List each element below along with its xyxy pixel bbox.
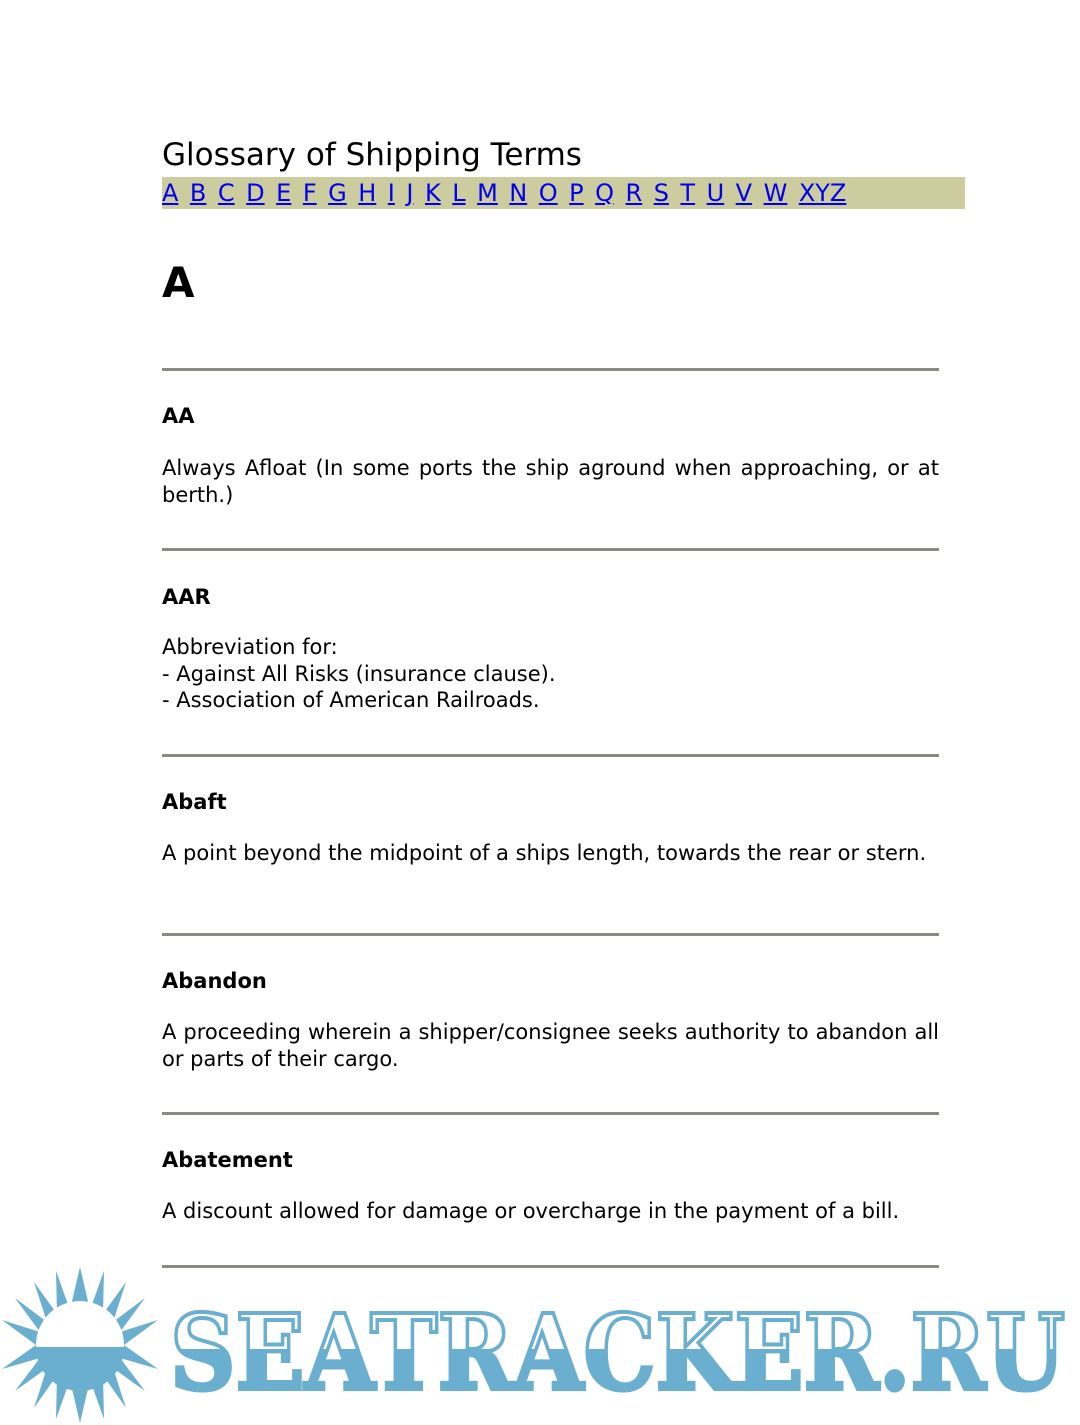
alpha-link-c[interactable]: C [217, 179, 235, 207]
alpha-link-g[interactable]: G [328, 179, 347, 207]
alpha-link-u[interactable]: U [706, 179, 725, 207]
divider [162, 1112, 939, 1115]
alpha-link-f[interactable]: F [302, 179, 317, 207]
divider [162, 368, 939, 371]
section-letter-heading: A [162, 258, 195, 307]
definition-line: - Association of American Railroads. [162, 688, 540, 712]
term-heading: AA [162, 404, 195, 428]
alpha-link-j[interactable]: J [406, 179, 414, 207]
definition-line: - Against All Risks (insurance clause). [162, 661, 556, 686]
term-heading: AAR [162, 585, 211, 609]
alpha-link-n[interactable]: N [509, 179, 528, 207]
alpha-link-r[interactable]: R [625, 179, 643, 207]
alpha-link-m[interactable]: M [477, 179, 498, 207]
alpha-link-v[interactable]: V [735, 179, 753, 207]
definition-line: Abbreviation for: [162, 635, 338, 659]
term-heading: Abatement [162, 1148, 293, 1172]
alpha-link-l[interactable]: L [452, 179, 466, 207]
alpha-link-a[interactable]: A [162, 179, 179, 207]
divider [162, 754, 939, 757]
divider [162, 548, 939, 551]
seatracker-watermark [0, 1265, 1080, 1425]
alpha-link-i[interactable]: I [387, 179, 395, 207]
term-definition: A proceeding wherein a shipper/consignee seeks authority to abandon all or parts of their cargo. [162, 1020, 939, 1071]
alpha-link-e[interactable]: E [276, 179, 292, 207]
page-title: Glossary of Shipping Terms [162, 137, 582, 173]
sun-over-sea-icon [2, 1267, 158, 1423]
alpha-link-o[interactable]: O [538, 179, 558, 207]
alphabet-nav [162, 177, 965, 209]
alpha-link-w[interactable]: W [763, 179, 788, 207]
alpha-link-b[interactable]: B [189, 179, 207, 207]
alpha-link-k[interactable]: K [424, 179, 441, 207]
alpha-link-xyz[interactable]: XYZ [798, 179, 847, 207]
term-heading: Abandon [162, 969, 267, 993]
term-definition: Always Afloat (In some ports the ship aground when approaching, or at berth.) [162, 456, 939, 507]
alpha-link-t[interactable]: T [680, 179, 696, 207]
watermark-text: SEATRACKER.RU [170, 1291, 1065, 1414]
divider [162, 933, 939, 936]
term-heading: Abaft [162, 790, 227, 814]
term-definition [162, 634, 939, 714]
alpha-link-d[interactable]: D [246, 179, 265, 207]
alpha-link-p[interactable]: P [569, 179, 584, 207]
alpha-link-s[interactable]: S [653, 179, 669, 207]
alpha-link-h[interactable]: H [358, 179, 377, 207]
term-definition: A point beyond the midpoint of a ships length, towards the rear or stern. [162, 841, 927, 865]
alpha-link-q[interactable]: Q [595, 179, 614, 207]
term-definition: A discount allowed for damage or overcharge in the payment of a bill. [162, 1199, 900, 1223]
